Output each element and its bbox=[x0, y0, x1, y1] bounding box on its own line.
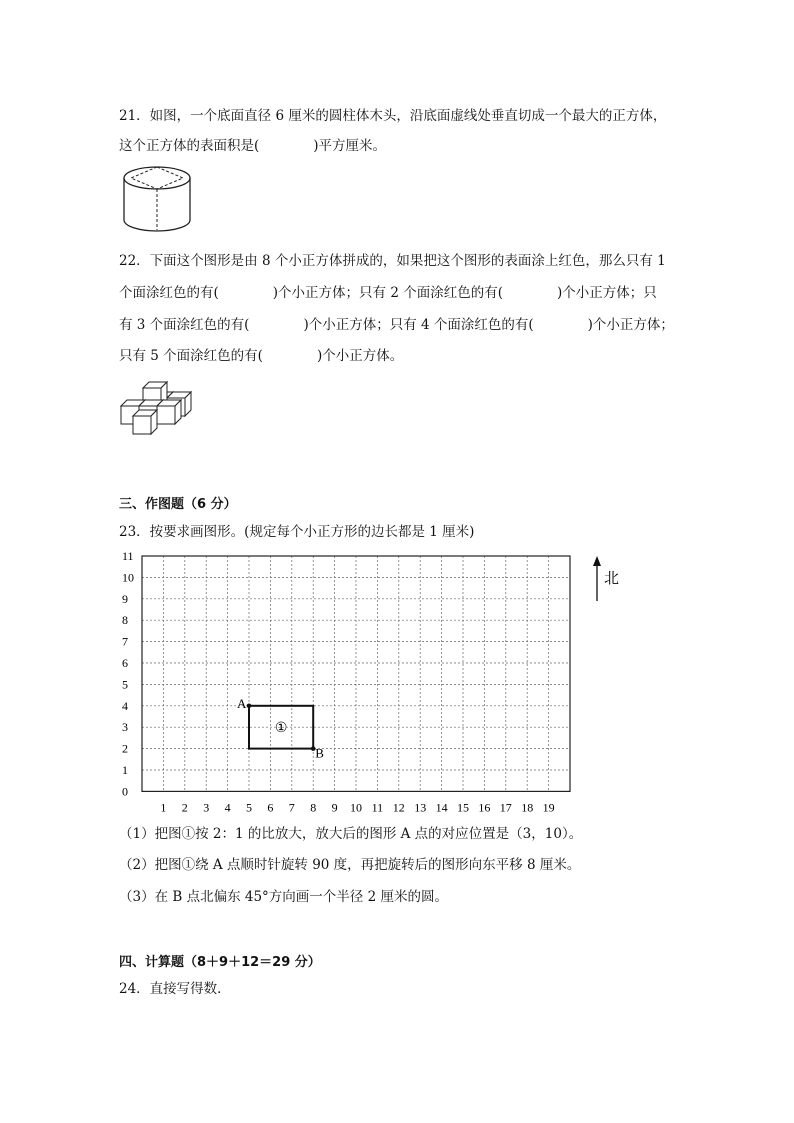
x-tick-label: 6 bbox=[267, 800, 274, 815]
north-label: 北 bbox=[604, 571, 620, 587]
y-tick-label: 2 bbox=[122, 741, 128, 756]
q22-line-3: 有 3 个面涂红色的有( )个小正方体；只有 4 个面涂红色的有( )个小正方体； bbox=[119, 317, 674, 333]
x-tick-label: 13 bbox=[414, 800, 427, 815]
cubes-figure bbox=[119, 380, 199, 438]
x-tick-label: 12 bbox=[392, 800, 405, 815]
x-tick-label: 3 bbox=[203, 800, 210, 815]
x-tick-label: 7 bbox=[288, 800, 295, 815]
q23-task-2: （2）把图①绕 A 点顺时针旋转 90 度，再把旋转后的图形向东平移 8 厘米。 bbox=[119, 857, 581, 873]
y-tick-label: 0 bbox=[122, 784, 128, 799]
x-tick-label: 15 bbox=[457, 800, 469, 815]
section-4-title: 四、计算题（8＋9＋12＝29 分） bbox=[119, 955, 321, 970]
q23-title: 23．按要求画图形。(规定每个小正方形的边长都是 1 厘米) bbox=[119, 524, 475, 540]
y-tick-label: 1 bbox=[122, 763, 128, 777]
x-tick-label: 9 bbox=[331, 800, 338, 815]
y-tick-label: 9 bbox=[122, 591, 128, 606]
x-tick-label: 5 bbox=[246, 800, 252, 815]
q21-line-2: 这个正方体的表面积是( )平方厘米。 bbox=[119, 138, 387, 154]
x-tick-label: 18 bbox=[521, 800, 534, 815]
y-tick-label: 11 bbox=[122, 549, 134, 563]
x-tick-label: 17 bbox=[499, 800, 512, 815]
x-tick-label: 4 bbox=[224, 800, 231, 815]
y-tick-label: 4 bbox=[122, 698, 128, 713]
x-tick-label: 16 bbox=[478, 800, 491, 815]
point-b-label: B bbox=[315, 745, 324, 761]
q22-line-2: 个面涂红色的有( )个小正方体；只有 2 个面涂红色的有( )个小正方体；只 bbox=[119, 285, 657, 301]
q22-line-4: 只有 5 个面涂红色的有( )个小正方体。 bbox=[119, 348, 404, 364]
q23-task-3: （3）在 B 点北偏东 45°方向画一个半径 2 厘米的圆。 bbox=[119, 889, 448, 905]
q21-line-1: 21．如图，一个底面直径 6 厘米的圆柱体木头，沿底面虚线处垂直切成一个最大的正方体， bbox=[119, 108, 667, 124]
point-a-dot bbox=[247, 704, 252, 709]
y-tick-label: 10 bbox=[122, 570, 134, 585]
x-tick-label: 8 bbox=[310, 800, 317, 815]
x-tick-label: 1 bbox=[160, 800, 167, 815]
y-tick-label: 7 bbox=[122, 634, 128, 649]
y-tick-label: 3 bbox=[122, 720, 128, 735]
cylinder-figure bbox=[120, 164, 194, 234]
x-tick-label: 2 bbox=[181, 800, 188, 815]
point-a-label: A bbox=[237, 695, 247, 711]
north-arrow-head bbox=[593, 556, 601, 566]
x-tick-label: 11 bbox=[371, 800, 384, 815]
section-3-title: 三、作图题（6 分） bbox=[119, 497, 237, 512]
x-tick-label: 19 bbox=[542, 800, 555, 815]
y-tick-label: 8 bbox=[122, 613, 128, 628]
shape-1-label: ① bbox=[274, 721, 288, 737]
q23-task-1: （1）把图①按 2：1 的比放大，放大后的图形 A 点的对应位置是（3，10）。 bbox=[119, 826, 583, 842]
y-tick-label: 6 bbox=[122, 656, 128, 670]
coordinate-grid bbox=[115, 548, 620, 815]
q22-line-1: 22．下面这个图形是由 8 个小正方体拼成的，如果把这个图形的表面涂上红色，那么只有 1 bbox=[119, 253, 666, 269]
q24-title: 24．直接写得数． bbox=[119, 981, 231, 997]
x-tick-label: 14 bbox=[435, 800, 448, 815]
y-tick-label: 5 bbox=[122, 677, 128, 692]
x-tick-label: 10 bbox=[350, 800, 362, 815]
